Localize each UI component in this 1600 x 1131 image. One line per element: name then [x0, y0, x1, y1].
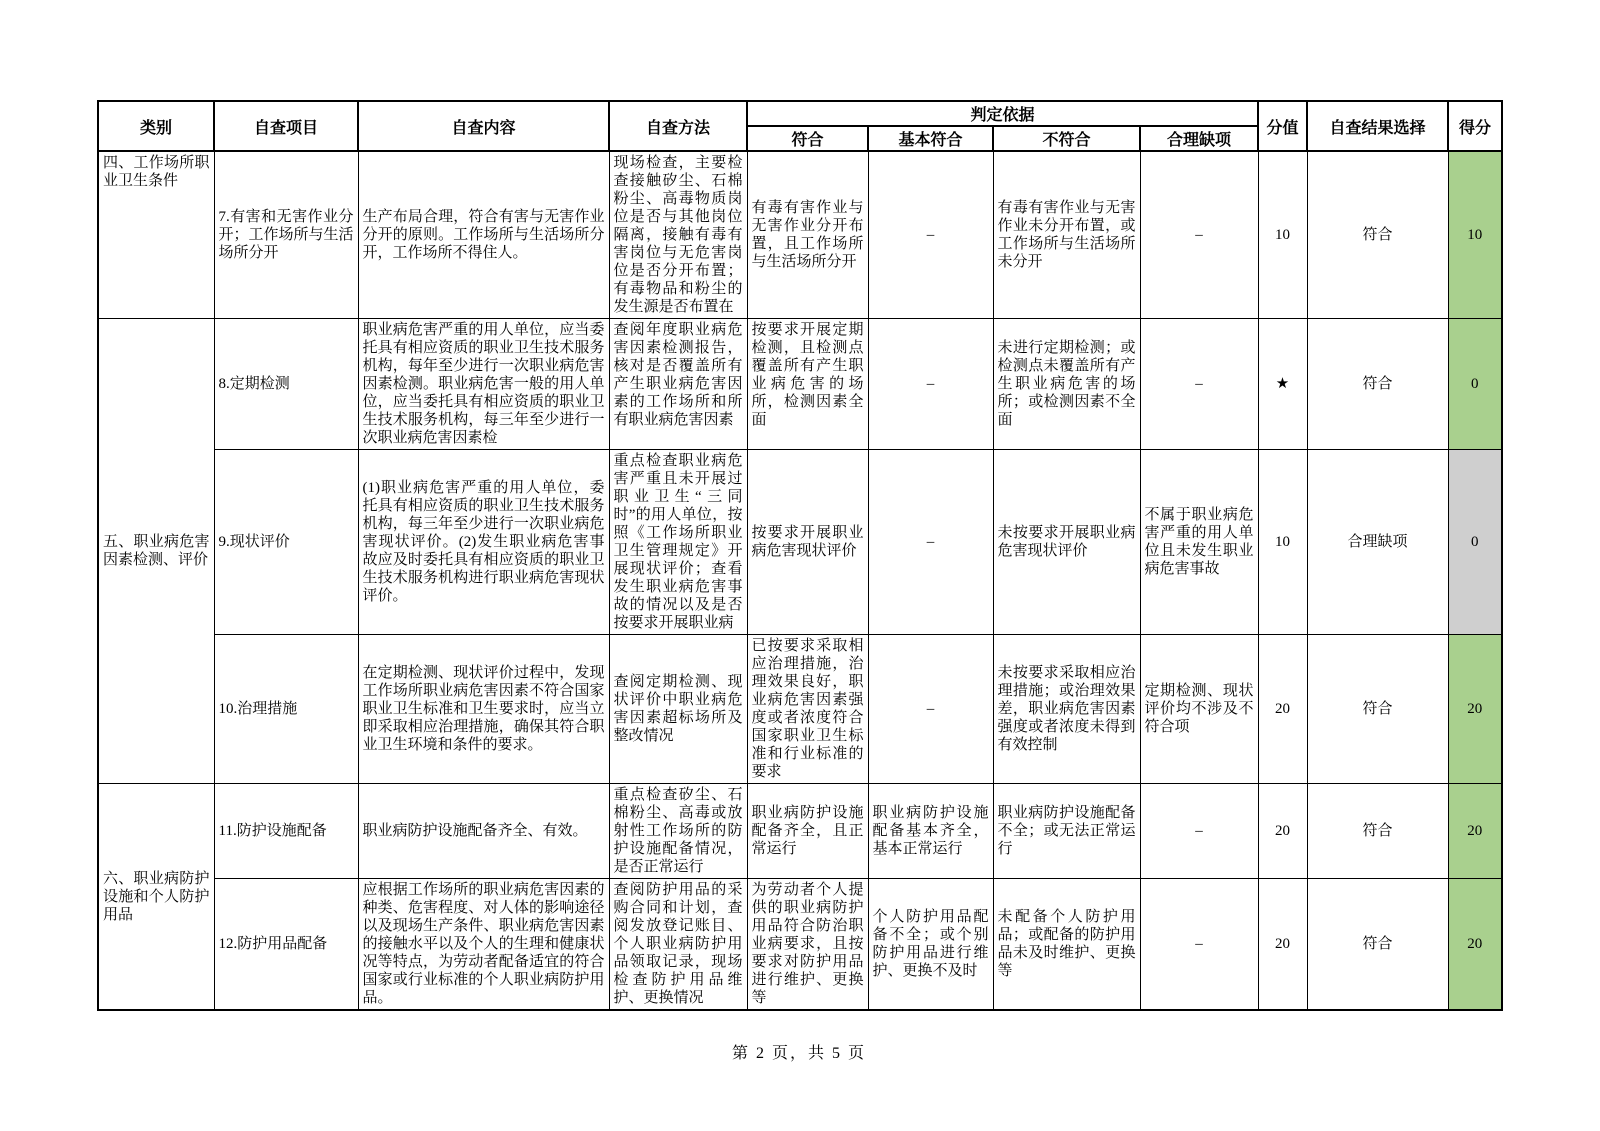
header-method: 自查方法: [609, 101, 747, 151]
score-cell-9: 0: [1448, 450, 1502, 635]
content-cell-9: (1)职业病危害严重的用人单位，委托具有相应资质的职业卫生技术服务机构，每三年至少进行一次职业病危害现状评价。(2)发生职业病危害事故应及时委托具有相应资质的职业卫生技术服务机构进行职业病危害现状评价。: [358, 450, 609, 635]
page-number-footer: 第 2 页，共 5 页: [731, 1045, 866, 1062]
method-cell-8: 查阅年度职业病危害因素检测报告，核对是否覆盖所有产生职业病危害因素的工作场所和所有职业病危害因素: [609, 319, 747, 450]
category-cell-section4: 四、工作场所职业卫生条件: [98, 151, 214, 319]
header-basic-compliant: 基本符合: [868, 126, 993, 151]
item-cell-12: 12.防护用品配备: [214, 879, 358, 1011]
basic-compliant-cell-7: –: [868, 151, 993, 319]
reasonable-missing-cell-10: 定期检测、现状评价均不涉及不符合项: [1140, 635, 1258, 784]
result-select-cell-9: 合理缺项: [1307, 450, 1448, 635]
score-cell-8: 0: [1448, 319, 1502, 450]
content-cell-7: 生产布局合理，符合有害与无害作业分开的原则。工作场所与生活场所分开，工作场所不得住人。: [358, 151, 609, 319]
points-cell-9: 10: [1258, 450, 1307, 635]
score-cell-7: 10: [1448, 151, 1502, 319]
non-compliant-cell-11: 职业病防护设施配备不全；或无法正常运行: [993, 784, 1140, 879]
method-cell-9: 重点检查职业病危害严重且未开展过职业卫生“三同时”的用人单位，按照《工作场所职业卫生管理规定》开展现状评价；查看发生职业病危害事故的情况以及是否按要求开展职业病: [609, 450, 747, 635]
header-judgment-basis: 判定依据: [747, 101, 1258, 126]
method-cell-10: 查阅定期检测、现状评价中职业病危害因素超标场所及整改情况: [609, 635, 747, 784]
reasonable-missing-cell-12: –: [1140, 879, 1258, 1011]
basic-compliant-cell-9: –: [868, 450, 993, 635]
item-cell-10: 10.治理措施: [214, 635, 358, 784]
score-cell-12: 20: [1448, 879, 1502, 1011]
content-cell-8: 职业病危害严重的用人单位，应当委托具有相应资质的职业卫生技术服务机构，每年至少进行一次职业病危害因素检测。职业病危害一般的用人单位，应当委托具有相应资质的职业卫生技术服务机构，每三年至少进行一次职业病危害因素检: [358, 319, 609, 450]
score-cell-11: 20: [1448, 784, 1502, 879]
compliant-cell-7: 有毒有害作业与无害作业分开布置，且工作场所与生活场所分开: [747, 151, 868, 319]
header-result-select: 自查结果选择: [1307, 101, 1448, 151]
non-compliant-cell-7: 有毒有害作业与无害作业未分开布置，或工作场所与生活场所未分开: [993, 151, 1140, 319]
non-compliant-cell-10: 未按要求采取相应治理措施；或治理效果差，职业病危害因素强度或者浓度未得到有效控制: [993, 635, 1140, 784]
method-cell-11: 重点检查矽尘、石棉粉尘、高毒或放射性工作场所的防护设施配备情况，是否正常运行: [609, 784, 747, 879]
basic-compliant-cell-12: 个人防护用品配备不全；或个别防护用品进行维护、更换不及时: [868, 879, 993, 1011]
points-cell-12: 20: [1258, 879, 1307, 1011]
points-cell-7: 10: [1258, 151, 1307, 319]
header-category: 类别: [98, 101, 214, 151]
category-cell-section6: 六、职业病防护设施和个人防护用品: [98, 784, 214, 1011]
points-cell-8: ★: [1258, 319, 1307, 450]
item-cell-8: 8.定期检测: [214, 319, 358, 450]
reasonable-missing-cell-7: –: [1140, 151, 1258, 319]
points-cell-10: 20: [1258, 635, 1307, 784]
basic-compliant-cell-10: –: [868, 635, 993, 784]
content-cell-12: 应根据工作场所的职业病危害因素的种类、危害程度、对人体的影响途径以及现场生产条件、职业病危害因素的接触水平以及个人的生理和健康状况等特点，为劳动者配备适宜的符合国家或行业标准的个人职业病防护用品。: [358, 879, 609, 1011]
item-cell-9: 9.现状评价: [214, 450, 358, 635]
result-select-cell-12: 符合: [1307, 879, 1448, 1011]
non-compliant-cell-9: 未按要求开展职业病危害现状评价: [993, 450, 1140, 635]
result-select-cell-11: 符合: [1307, 784, 1448, 879]
content-cell-11: 职业病防护设施配备齐全、有效。: [358, 784, 609, 879]
compliant-cell-10: 已按要求采取相应治理措施，治理效果良好，职业病危害因素强度或者浓度符合国家职业卫生标准和行业标准的要求: [747, 635, 868, 784]
header-score: 得分: [1448, 101, 1502, 151]
basic-compliant-cell-11: 职业病防护设施配备基本齐全，基本正常运行: [868, 784, 993, 879]
method-cell-7: 现场检查，主要检查接触矽尘、石棉粉尘、高毒物质岗位是否与其他岗位隔离，接触有毒有害岗位与无危害岗位是否分开布置；有毒物品和粉尘的发生源是否布置在: [609, 151, 747, 319]
non-compliant-cell-12: 未配备个人防护用品；或配备的防护用品未及时维护、更换等: [993, 879, 1140, 1011]
reasonable-missing-cell-11: –: [1140, 784, 1258, 879]
result-select-cell-7: 符合: [1307, 151, 1448, 319]
reasonable-missing-cell-9: 不属于职业病危害严重的用人单位且未发生职业病危害事故: [1140, 450, 1258, 635]
reasonable-missing-cell-8: –: [1140, 319, 1258, 450]
method-cell-12: 查阅防护用品的采购合同和计划，查阅发放登记账目、个人职业病防护用品领取记录，现场检查防护用品维护、更换情况: [609, 879, 747, 1011]
category-cell-section5: 五、职业病危害因素检测、评价: [98, 319, 214, 784]
header-points: 分值: [1258, 101, 1307, 151]
compliant-cell-12: 为劳动者个人提供的职业病防护用品符合防治职业病要求，且按要求对防护用品进行维护、更换等: [747, 879, 868, 1011]
result-select-cell-8: 符合: [1307, 319, 1448, 450]
points-cell-11: 20: [1258, 784, 1307, 879]
header-compliant: 符合: [747, 126, 868, 151]
compliant-cell-11: 职业病防护设施配备齐全，且正常运行: [747, 784, 868, 879]
header-content: 自查内容: [358, 101, 609, 151]
compliant-cell-8: 按要求开展定期检测，且检测点覆盖所有产生职业病危害的场所，检测因素全面: [747, 319, 868, 450]
compliant-cell-9: 按要求开展职业病危害现状评价: [747, 450, 868, 635]
header-non-compliant: 不符合: [993, 126, 1140, 151]
header-reasonable-missing: 合理缺项: [1140, 126, 1258, 151]
non-compliant-cell-8: 未进行定期检测；或检测点未覆盖所有产生职业病危害的场所；或检测因素不全面: [993, 319, 1140, 450]
score-cell-10: 20: [1448, 635, 1502, 784]
header-item: 自查项目: [214, 101, 358, 151]
basic-compliant-cell-8: –: [868, 319, 993, 450]
item-cell-11: 11.防护设施配备: [214, 784, 358, 879]
self-inspection-table: [97, 100, 1503, 1011]
content-cell-10: 在定期检测、现状评价过程中，发现工作场所职业病危害因素不符合国家职业卫生标准和卫生要求时，应当立即采取相应治理措施，确保其符合职业卫生环境和条件的要求。: [358, 635, 609, 784]
result-select-cell-10: 符合: [1307, 635, 1448, 784]
item-cell-7: 7.有害和无害作业分开；工作场所与生活场所分开: [214, 151, 358, 319]
